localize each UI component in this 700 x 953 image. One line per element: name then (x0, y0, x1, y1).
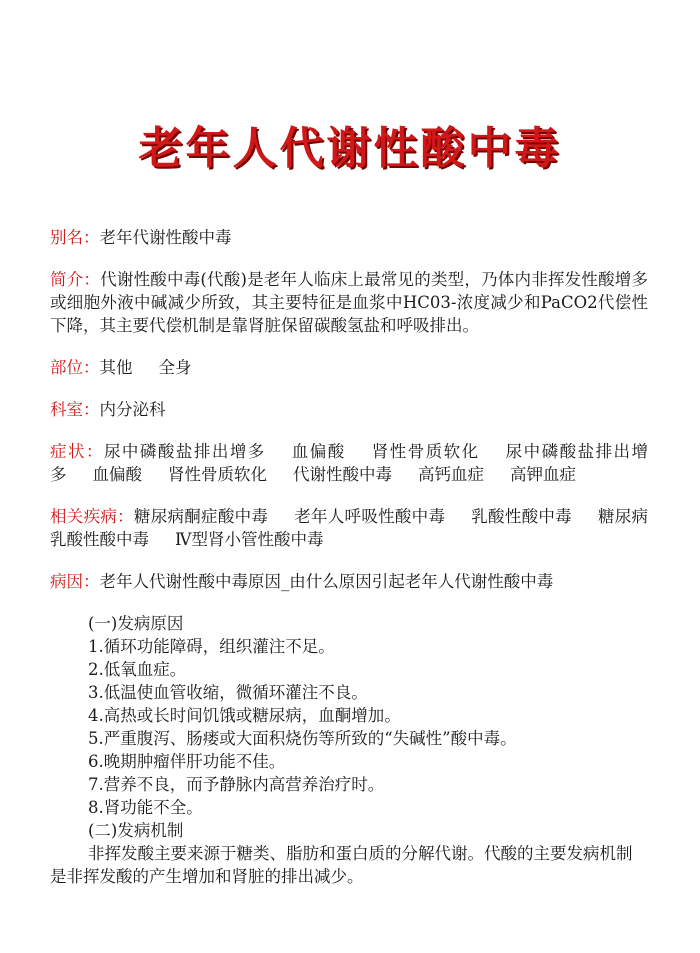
location-item: 全身 (158, 358, 192, 377)
department-field (50, 398, 648, 421)
cause-list-item: 1.循环功能障碍，组织灌注不足。 (88, 637, 335, 656)
symptom-item: 血偏酸 (291, 442, 346, 461)
cause-list-item: 8.肾功能不全。 (88, 798, 203, 817)
cause-label: 病因： (50, 572, 100, 591)
symptom-item: 肾性骨质软化 (371, 442, 480, 461)
symptom-item: 尿中磷酸盐排出增多 (50, 442, 649, 484)
symptoms-field (50, 440, 648, 486)
department-label: 科室： (50, 400, 100, 419)
related-diseases-field (50, 505, 648, 551)
intro-field (50, 268, 648, 337)
related-disease-item: 老年人呼吸性酸中毒 (294, 507, 446, 526)
alias-field (50, 226, 648, 249)
page-title: 老年人代谢性酸中毒 (138, 123, 562, 174)
related-disease-item: 糖尿病酮症酸中毒 (133, 507, 269, 526)
cause-list-item: 4.高热或长时间饥饿或糖尿病，血酮增加。 (88, 706, 401, 725)
department-value: 内分泌科 (99, 400, 166, 419)
location-label: 部位： (50, 358, 100, 377)
location-field (50, 356, 648, 379)
related-label: 相关疾病： (50, 507, 134, 526)
related-disease-item: Ⅳ型肾小管性酸中毒 (175, 530, 324, 549)
symptom-item: 尿中磷酸盐排出增多 (103, 442, 266, 461)
causes-heading: (一)发病原因 (88, 614, 184, 633)
location-item: 其他 (99, 358, 133, 377)
mechanism-heading: (二)发病机制 (88, 821, 184, 840)
alias-value: 老年代谢性酸中毒 (99, 228, 232, 247)
intro-label: 简介： (50, 270, 101, 289)
cause-list-item: 7.营养不良，而予静脉内高营养治疗时。 (88, 775, 385, 794)
symptom-item: 高钾血症 (510, 465, 576, 484)
cause-field (50, 570, 648, 593)
cause-list-item: 6.晚期肿瘤伴肝功能不佳。 (88, 752, 286, 771)
symptoms-label: 症状： (50, 442, 104, 461)
symptom-item: 高钙血症 (418, 465, 484, 484)
cause-list-item: 2.低氧血症。 (88, 660, 187, 679)
alias-label: 别名： (50, 228, 100, 247)
related-disease-item: 糖尿病乳酸性酸中毒 (50, 507, 649, 549)
cause-list-item: 3.低温使血管收缩，微循环灌注不良。 (88, 683, 368, 702)
pathogenesis-section (50, 612, 648, 888)
intro-text: 代谢性酸中毒(代酸)是老年人临床上最常见的类型，乃体内非挥发性酸增多或细胞外液中碱减少所致，其主要特征是血浆中HC03-浓度减少和PaCO2代偿性下降，其主要代偿机制是靠肾脏保留碳酸氢盐和呼吸排出。 (50, 270, 649, 335)
symptom-item: 血偏酸 (92, 465, 142, 484)
symptom-item: 代谢性酸中毒 (293, 465, 392, 484)
cause-value: 老年人代谢性酸中毒原因_由什么原因引起老年人代谢性酸中毒 (99, 572, 554, 591)
mechanism-paragraph: 非挥发酸主要来源于糖类、脂肪和蛋白质的分解代谢。代酸的主要发病机制是非挥发酸的产生增加和肾脏的排出减少。 (50, 844, 633, 886)
document-body (50, 226, 648, 888)
related-disease-item: 乳酸性酸中毒 (471, 507, 572, 526)
cause-list-item: 5.严重腹泻、肠瘘或大面积烧伤等所致的“失碱性”酸中毒。 (88, 729, 517, 748)
symptom-item: 肾性骨质软化 (168, 465, 267, 484)
